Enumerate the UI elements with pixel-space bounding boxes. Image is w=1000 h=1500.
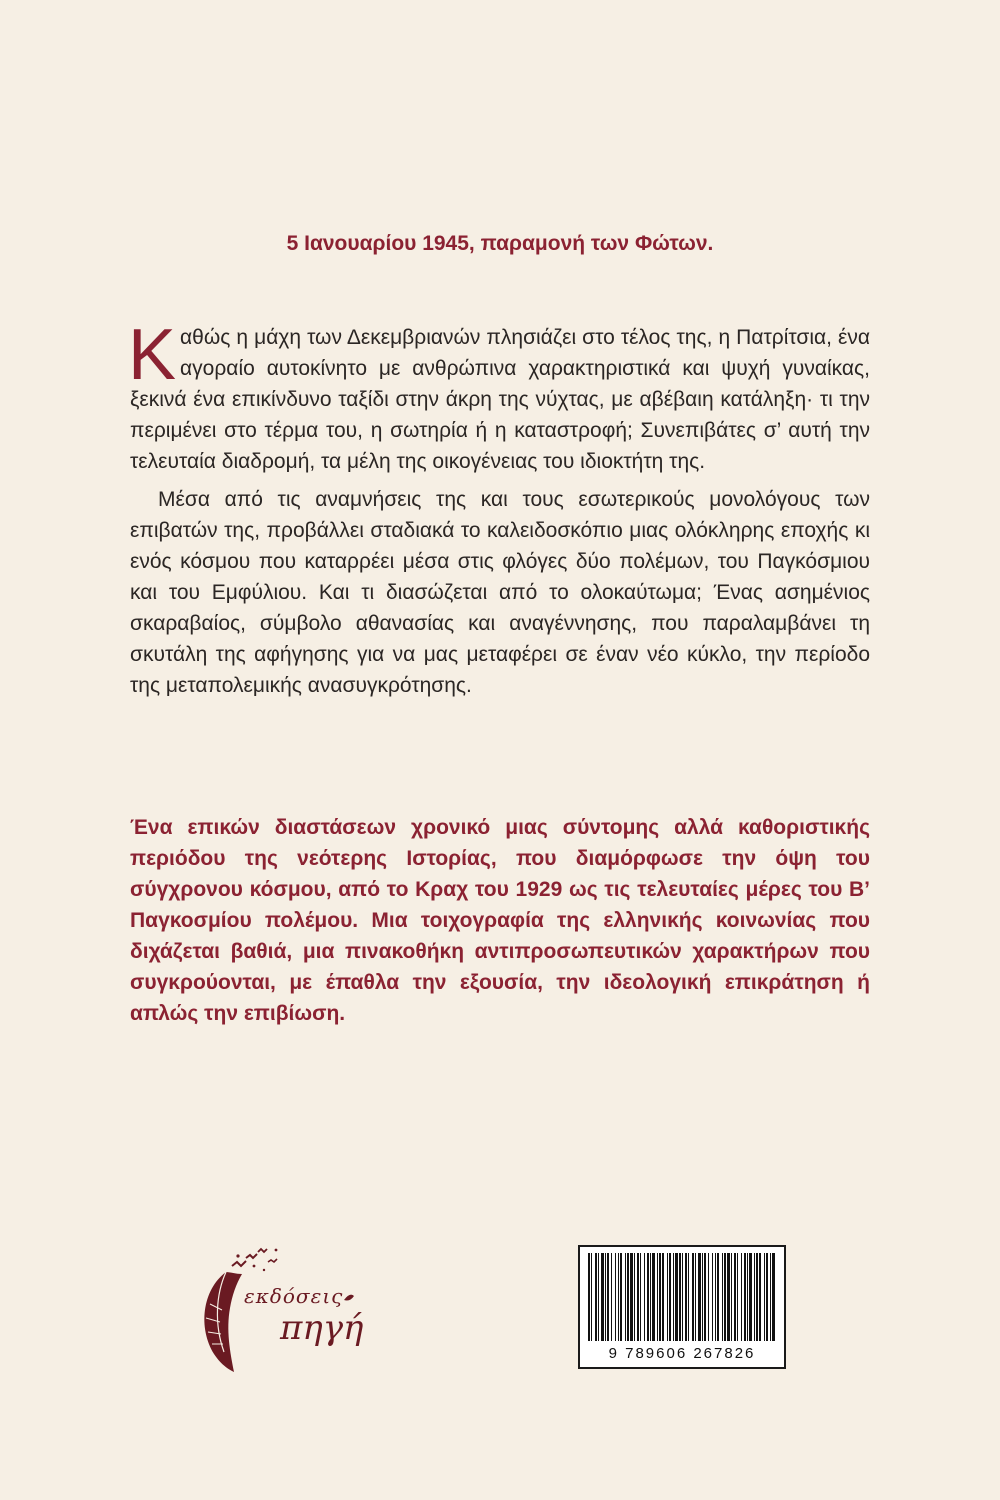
barcode-bar — [722, 1253, 723, 1341]
barcode-bar — [618, 1253, 619, 1341]
paragraph-1-text: αθώς η μάχη των Δεκεμβριανών πλησιάζει στο τέλος της, η Πατρίτσια, ένα αγοραίο αυτοκίνητο με ανθρώπινα χαρακτηριστικά και ψυχή γυναίκας, ξεκινά ένα επικίνδυνο ταξίδι στην άκρη της νύχτας, με αβέβαιη κατάληξη· τι την περιμένει στο τέρμα του, η σωτηρία ή η καταστροφή; Συνεπιβάτες σ’ αυτή την τελευταία διαδρομή, τα μέλη της οικογένειας του ιδιοκτήτη της. — [130, 326, 870, 473]
isbn-barcode — [578, 1245, 786, 1369]
barcode-bar — [667, 1253, 668, 1341]
barcode-bar — [644, 1253, 645, 1341]
barcode-bar — [682, 1253, 683, 1341]
barcode-bar — [754, 1253, 755, 1341]
barcode-bar — [724, 1253, 726, 1341]
barcode-bar — [675, 1253, 678, 1341]
barcode-bar — [657, 1253, 658, 1341]
synopsis-paragraph-1 — [128, 315, 870, 477]
barcode-bar — [611, 1253, 612, 1341]
barcode-bar — [598, 1253, 599, 1341]
publisher-name-line-2: πηγή — [280, 1308, 364, 1348]
barcode-bar — [741, 1253, 742, 1341]
barcode-bar — [647, 1253, 649, 1341]
barcode-bar — [588, 1253, 590, 1341]
barcode-bar — [702, 1253, 703, 1341]
barcode-bar — [662, 1253, 664, 1341]
barcode-bar — [640, 1253, 641, 1341]
barcode-bar — [634, 1253, 635, 1341]
barcode-bar — [615, 1253, 616, 1341]
barcode-bar — [688, 1253, 689, 1341]
barcode-bar — [679, 1253, 681, 1341]
barcode-bar — [764, 1253, 765, 1341]
barcode-bar — [659, 1253, 661, 1341]
barcode-bar — [669, 1253, 671, 1341]
barcode-bar — [630, 1253, 633, 1341]
barcode-bar — [704, 1253, 706, 1341]
barcode-bar — [749, 1253, 752, 1341]
barcode-bar — [620, 1253, 622, 1341]
drop-cap: Κ — [128, 315, 177, 395]
barcode-bar — [605, 1253, 606, 1341]
barcode-bar — [637, 1253, 639, 1341]
barcode-bar — [627, 1253, 629, 1341]
barcode-bar — [625, 1253, 626, 1341]
barcode-bars — [586, 1253, 778, 1341]
publisher-logo — [196, 1244, 396, 1374]
barcode-bar — [607, 1253, 609, 1341]
barcode-bar — [770, 1253, 771, 1341]
barcode-bar — [737, 1253, 738, 1341]
barcode-bar — [734, 1253, 736, 1341]
barcode-bar — [727, 1253, 730, 1341]
synopsis — [128, 315, 870, 701]
tagline-heading: 5 Ιανουαρίου 1945, παραμονή των Φώτων. — [286, 232, 714, 255]
barcode-bar — [731, 1253, 732, 1341]
barcode-bar — [652, 1253, 655, 1341]
barcode-bar — [692, 1253, 694, 1341]
barcode-bar — [766, 1253, 768, 1341]
barcode-bar — [708, 1253, 709, 1341]
barcode-bar — [685, 1253, 687, 1341]
barcode-bar — [744, 1253, 746, 1341]
barcode-bar — [698, 1253, 701, 1341]
barcode-bar — [756, 1253, 758, 1341]
barcode-bar — [695, 1253, 696, 1341]
barcode-bar — [759, 1253, 761, 1341]
barcode-bar — [715, 1253, 716, 1341]
synopsis-paragraph-2: Μέσα από τις αναμνήσεις της και τους εσωτερικούς μονολόγους των επιβατών της, προβάλλει σταδιακά το καλειδοσκόπιο μιας ολόκληρης εποχής κι ενός κόσμου που καταρρέει μέσα στις φλόγες δύο πολέμων, του Παγκόσμιου και του Εμφύλιου. Και τι διασώζεται από το ολοκαύτωμα; Ένας ασημένιος σκαραβαίος, σύμβολο αθανασίας και αναγέννησης, που παραλαμβάνει τη σκυτάλη της αφήγησης για να μας μεταφέρει σε έναν νέο κύκλο, την περίοδο της μεταπολεμικής ανασυγκρότησης. — [130, 488, 870, 697]
barcode-bar — [650, 1253, 651, 1341]
barcode-bar — [772, 1253, 775, 1341]
barcode-bar — [591, 1253, 592, 1341]
isbn-digits: 9 789606 267826 — [608, 1345, 756, 1362]
barcode-bar — [601, 1253, 604, 1341]
barcode-bar — [712, 1253, 713, 1341]
barcode-bar — [595, 1253, 597, 1341]
barcode-bar — [747, 1253, 748, 1341]
barcode-bar — [717, 1253, 719, 1341]
highlight-paragraph: Ένα επικών διαστάσεων χρονικό μιας σύντομης αλλά καθοριστικής περιόδου της νεότερης Ιστορίας, που διαμόρφωσε την όψη του σύγχρονου κόσμου, από το Κραχ του 1929 ως τις τελευταίες μέρες του Β’ Παγκοσμίου πολέμου. Μια τοιχογραφία της ελληνικής κοινωνίας που διχάζεται βαθιά, μια πινακοθήκη αντιπροσωπευτικών χαρακτήρων που συγκρούονται, με έπαθλα την εξουσία, την ιδεολογική επικράτηση ή απλώς την επιβίωση. — [130, 816, 870, 1025]
publisher-name-line-1: εκδόσεις — [244, 1284, 344, 1308]
barcode-bar — [673, 1253, 674, 1341]
